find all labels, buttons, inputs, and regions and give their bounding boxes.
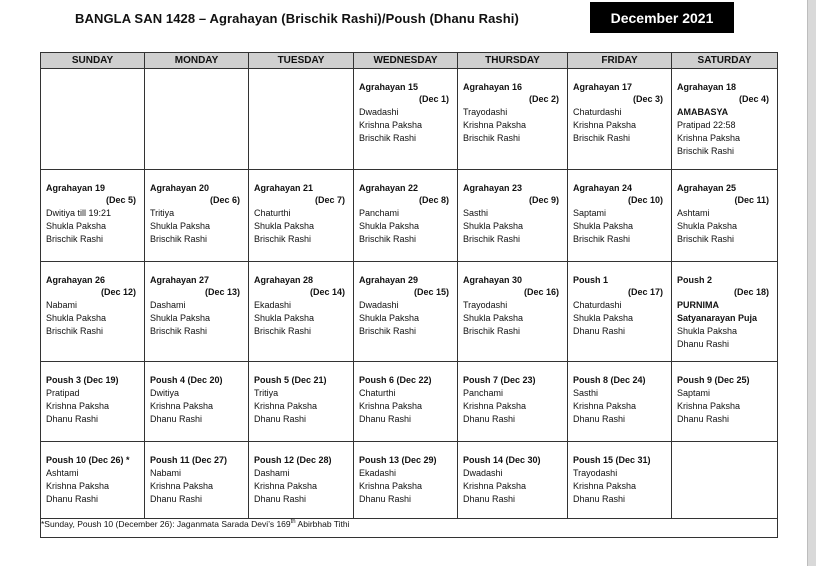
day-content (354, 170, 457, 246)
day-title: Poush 13 (Dec 29) (359, 455, 437, 465)
empty-day-cell (41, 69, 145, 170)
day-detail: Krishna Paksha (573, 401, 637, 411)
day-detail: Dhanu Rashi (573, 494, 626, 504)
day-detail: Brischik Rashi (677, 234, 735, 244)
gregorian-date: (Dec 5) (105, 195, 136, 205)
day-content (41, 442, 144, 506)
day-cell (458, 262, 568, 362)
day-content (145, 442, 248, 506)
day-detail: Panchami (359, 208, 400, 218)
gregorian-date: (Dec 14) (309, 287, 345, 297)
day-title: Agrahayan 24 (573, 183, 633, 193)
day-detail: Sasthi (573, 388, 599, 398)
day-content (568, 442, 671, 506)
day-detail: Krishna Paksha (463, 401, 527, 411)
day-detail: Brischik Rashi (359, 326, 417, 336)
day-detail: Shukla Paksha (359, 313, 420, 323)
empty-day-cell (249, 69, 354, 170)
day-title: Agrahayan 23 (463, 183, 523, 193)
day-title: Poush 9 (Dec 25) (677, 375, 750, 385)
day-content (354, 69, 457, 145)
day-title: Agrahayan 29 (359, 275, 419, 285)
day-cell (41, 262, 145, 362)
day-detail: Tritiya (254, 388, 279, 398)
gregorian-date: (Dec 13) (204, 287, 240, 297)
day-detail: Chaturdashi (573, 300, 622, 310)
day-detail: Dwitiya (150, 388, 180, 398)
day-detail: Shukla Paksha (254, 313, 315, 323)
day-title: Poush 8 (Dec 24) (573, 375, 646, 385)
day-content (41, 262, 144, 338)
day-cell (145, 362, 249, 442)
day-detail: Brischik Rashi (677, 146, 735, 156)
day-detail: Brischik Rashi (150, 326, 208, 336)
day-detail: Krishna Paksha (46, 481, 110, 491)
day-detail: Ashtami (46, 468, 79, 478)
day-detail: Dhanu Rashi (46, 494, 99, 504)
day-detail: Brischik Rashi (254, 234, 312, 244)
day-detail: Chaturdashi (573, 107, 622, 117)
day-detail: Dhanu Rashi (150, 414, 203, 424)
day-detail: Shukla Paksha (46, 313, 107, 323)
day-title: Poush 11 (Dec 27) (150, 455, 228, 465)
day-detail: Brischik Rashi (463, 234, 521, 244)
day-detail: Shukla Paksha (150, 313, 211, 323)
day-title: Agrahayan 30 (463, 275, 523, 285)
day-title: Agrahayan 19 (46, 183, 106, 193)
day-detail: Pratipad 22:58 (677, 120, 736, 130)
gregorian-date: (Dec 4) (738, 94, 769, 104)
day-detail: Brischik Rashi (46, 234, 104, 244)
day-detail: Dhanu Rashi (463, 414, 516, 424)
day-title: Poush 10 (Dec 26) * (46, 455, 130, 465)
day-detail: Tritiya (150, 208, 175, 218)
day-detail: Krishna Paksha (573, 481, 637, 491)
day-content (672, 362, 777, 426)
day-content (458, 362, 567, 426)
day-cell (672, 69, 778, 170)
day-cell (249, 442, 354, 519)
day-detail: Dhanu Rashi (359, 414, 412, 424)
day-detail: Brischik Rashi (463, 326, 521, 336)
day-cell (354, 170, 458, 262)
day-content (568, 69, 671, 145)
gregorian-date: (Dec 11) (734, 195, 769, 205)
weekday-tuesday: TUESDAY (249, 53, 354, 69)
day-cell (568, 362, 672, 442)
day-detail: Krishna Paksha (573, 120, 637, 130)
day-cell (41, 362, 145, 442)
day-detail: Ekadashi (359, 468, 397, 478)
day-content (249, 362, 353, 426)
day-cell (672, 262, 778, 362)
day-detail: Shukla Paksha (677, 221, 738, 231)
day-detail: Shukla Paksha (463, 313, 524, 323)
day-cell (249, 262, 354, 362)
day-detail: Krishna Paksha (150, 401, 214, 411)
week-row (41, 170, 778, 262)
day-cell (249, 362, 354, 442)
day-content (41, 362, 144, 426)
day-content (568, 362, 671, 426)
day-detail: Brischik Rashi (359, 234, 417, 244)
day-cell (145, 442, 249, 519)
day-detail: Dhanu Rashi (677, 339, 730, 349)
gregorian-date: (Dec 1) (418, 94, 449, 104)
day-detail: Brischik Rashi (150, 234, 208, 244)
empty-day-cell (145, 69, 249, 170)
day-detail: Dhanu Rashi (677, 414, 730, 424)
day-detail: Dhanu Rashi (573, 326, 626, 336)
day-detail: Shukla Paksha (573, 313, 634, 323)
day-detail: Saptami (677, 388, 711, 398)
weekday-friday: FRIDAY (568, 53, 672, 69)
day-detail: Ekadashi (254, 300, 292, 310)
day-title: Agrahayan 15 (359, 82, 419, 92)
day-title: Agrahayan 17 (573, 82, 633, 92)
day-detail: Krishna Paksha (150, 481, 214, 491)
day-detail: Brischik Rashi (573, 234, 631, 244)
day-content (672, 69, 777, 158)
day-title: Poush 12 (Dec 28) (254, 455, 332, 465)
day-detail: Shukla Paksha (254, 221, 315, 231)
day-title: Agrahayan 16 (463, 82, 523, 92)
day-content (249, 442, 353, 506)
weekday-monday: MONDAY (145, 53, 249, 69)
day-detail: Nabami (46, 300, 78, 310)
day-detail: Trayodashi (573, 468, 618, 478)
day-detail: Dhanu Rashi (46, 414, 99, 424)
week-row (41, 69, 778, 170)
day-detail: Sasthi (463, 208, 489, 218)
day-title: Poush 1 (573, 275, 609, 285)
weekday-wednesday: WEDNESDAY (354, 53, 458, 69)
weekday-sunday: SUNDAY (41, 53, 145, 69)
day-detail: Krishna Paksha (463, 481, 527, 491)
day-detail: Ashtami (677, 208, 710, 218)
day-detail: Chaturthi (254, 208, 291, 218)
day-highlight: PURNIMA (677, 300, 719, 310)
day-detail: Saptami (573, 208, 607, 218)
day-content (568, 262, 671, 338)
day-detail: Krishna Paksha (359, 120, 423, 130)
day-cell (41, 170, 145, 262)
day-cell (145, 262, 249, 362)
day-detail: Trayodashi (463, 300, 508, 310)
gregorian-date: (Dec 2) (528, 94, 559, 104)
footnote-row (41, 519, 778, 538)
gregorian-date: (Dec 9) (528, 195, 559, 205)
day-content (672, 170, 777, 246)
day-detail: Krishna Paksha (254, 401, 318, 411)
day-cell (354, 362, 458, 442)
footnote (41, 519, 778, 538)
gregorian-date: (Dec 18) (733, 287, 769, 297)
day-content (354, 442, 457, 506)
day-detail: Panchami (463, 388, 504, 398)
day-detail: Krishna Paksha (677, 133, 741, 143)
day-detail: Dashami (254, 468, 290, 478)
day-cell (568, 170, 672, 262)
day-content (458, 170, 567, 246)
day-detail: Shukla Paksha (150, 221, 211, 231)
day-title: Poush 7 (Dec 23) (463, 375, 536, 385)
day-detail: Chaturthi (359, 388, 396, 398)
day-highlight: AMABASYA (677, 107, 729, 117)
empty-day-cell (672, 442, 778, 519)
day-detail: Dhanu Rashi (463, 494, 516, 504)
gregorian-date: (Dec 16) (523, 287, 559, 297)
day-detail: Krishna Paksha (359, 401, 423, 411)
week-row (41, 362, 778, 442)
month-label: December 2021 (590, 2, 734, 33)
day-cell (458, 442, 568, 519)
day-detail: Dhanu Rashi (254, 494, 307, 504)
day-content (41, 170, 144, 246)
day-content (354, 362, 457, 426)
day-cell (458, 69, 568, 170)
day-cell (458, 362, 568, 442)
day-content (458, 262, 567, 338)
day-content (458, 69, 567, 145)
day-content (354, 262, 457, 338)
day-detail: Shukla Paksha (573, 221, 634, 231)
day-detail: Pratipad (46, 388, 80, 398)
day-detail: Shukla Paksha (463, 221, 524, 231)
day-detail: Krishna Paksha (677, 401, 741, 411)
day-content (145, 362, 248, 426)
day-detail: Nabami (150, 468, 182, 478)
day-cell (41, 442, 145, 519)
day-detail: Brischik Rashi (463, 133, 521, 143)
day-highlight: Satyanarayan Puja (677, 313, 758, 323)
day-title: Agrahayan 21 (254, 183, 314, 193)
day-cell (568, 442, 672, 519)
gregorian-date: (Dec 7) (314, 195, 345, 205)
day-detail: Shukla Paksha (46, 221, 107, 231)
day-title: Agrahayan 25 (677, 183, 737, 193)
calendar-table (40, 52, 778, 538)
day-title: Agrahayan 28 (254, 275, 314, 285)
day-detail: Shukla Paksha (359, 221, 420, 231)
day-detail: Brischik Rashi (573, 133, 631, 143)
day-title: Agrahayan 27 (150, 275, 210, 285)
day-detail: Krishna Paksha (254, 481, 318, 491)
day-detail: Krishna Paksha (46, 401, 110, 411)
day-title: Agrahayan 26 (46, 275, 106, 285)
day-title: Poush 14 (Dec 30) (463, 455, 541, 465)
day-detail: Dhanu Rashi (150, 494, 203, 504)
day-detail: Brischik Rashi (254, 326, 312, 336)
day-detail: Dwadashi (359, 107, 399, 117)
footnote-text: *Sunday, Poush 10 (December 26): Jaganmata Sarada Devi’s 169 (41, 519, 291, 529)
gregorian-date: (Dec 8) (418, 195, 449, 205)
day-detail: Dwadashi (359, 300, 399, 310)
footnote-text-end: Abirbhab Tithi (295, 519, 350, 529)
window-edge-bar (807, 0, 816, 566)
day-content (145, 262, 248, 338)
weekday-thursday: THURSDAY (458, 53, 568, 69)
day-title: Poush 6 (Dec 22) (359, 375, 432, 385)
week-row (41, 262, 778, 362)
day-title: Agrahayan 22 (359, 183, 419, 193)
day-content (458, 442, 567, 506)
footnote-superscript: th (290, 519, 296, 526)
day-cell (145, 170, 249, 262)
day-detail: Shukla Paksha (677, 326, 738, 336)
week-row (41, 442, 778, 519)
day-detail: Krishna Paksha (359, 481, 423, 491)
gregorian-date: (Dec 3) (632, 94, 663, 104)
day-detail: Brischik Rashi (46, 326, 104, 336)
gregorian-date: (Dec 12) (100, 287, 136, 297)
gregorian-date: (Dec 15) (413, 287, 449, 297)
day-cell (672, 170, 778, 262)
day-title: Poush 3 (Dec 19) (46, 375, 119, 385)
day-detail: Dhanu Rashi (359, 494, 412, 504)
day-detail: Brischik Rashi (359, 133, 417, 143)
day-detail: Dwadashi (463, 468, 503, 478)
day-content (672, 262, 777, 351)
calendar-title: BANGLA SAN 1428 – Agrahayan (Brischik Rashi)/Poush (Dhanu Rashi) (75, 11, 519, 26)
day-title: Poush 4 (Dec 20) (150, 375, 223, 385)
day-content (249, 170, 353, 246)
day-content (249, 262, 353, 338)
day-detail: Dhanu Rashi (254, 414, 307, 424)
day-title: Poush 15 (Dec 31) (573, 455, 651, 465)
day-title: Poush 2 (677, 275, 713, 285)
day-cell (568, 69, 672, 170)
day-content (145, 170, 248, 246)
gregorian-date: (Dec 6) (209, 195, 240, 205)
day-title: Agrahayan 18 (677, 82, 737, 92)
day-cell (354, 262, 458, 362)
day-detail: Trayodashi (463, 107, 508, 117)
day-content (568, 170, 671, 246)
day-cell (672, 362, 778, 442)
day-detail: Dhanu Rashi (573, 414, 626, 424)
day-cell (458, 170, 568, 262)
day-cell (568, 262, 672, 362)
day-title: Poush 5 (Dec 21) (254, 375, 327, 385)
day-detail: Dwitiya till 19:21 (46, 208, 112, 218)
day-detail: Krishna Paksha (463, 120, 527, 130)
day-cell (354, 69, 458, 170)
gregorian-date: (Dec 10) (627, 195, 663, 205)
weekday-saturday: SATURDAY (672, 53, 778, 69)
day-title: Agrahayan 20 (150, 183, 210, 193)
day-cell (249, 170, 354, 262)
gregorian-date: (Dec 17) (627, 287, 663, 297)
day-detail: Dashami (150, 300, 186, 310)
day-cell (354, 442, 458, 519)
weekday-header-row (41, 53, 778, 69)
